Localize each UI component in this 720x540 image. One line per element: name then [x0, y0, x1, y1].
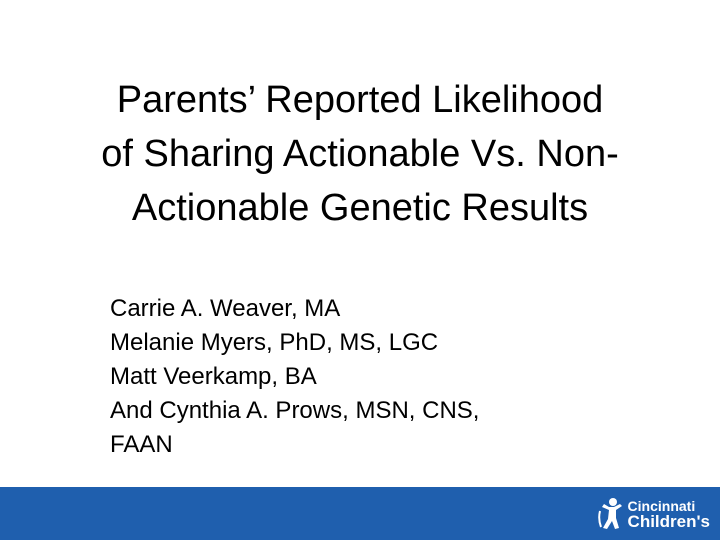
author-line-2: Melanie Myers, PhD, MS, LGC	[110, 329, 439, 356]
author-line-3: Matt Veerkamp, BA	[110, 363, 317, 390]
author-line-5: FAAN	[110, 431, 173, 458]
author-line-4: And Cynthia A. Prows, MSN, CNS,	[110, 397, 480, 424]
footer-bar	[0, 487, 720, 540]
title-line-3: Actionable Genetic Results	[131, 187, 589, 229]
logo-line-1: Cincinnati	[627, 498, 696, 514]
title-line-1: Parents’ Reported Likelihood	[116, 79, 604, 121]
logo-line-2: Children's	[627, 512, 710, 531]
slide-title	[40, 73, 680, 235]
logo-wordmark	[628, 498, 710, 530]
author-line-1: Carrie A. Weaver, MA	[110, 295, 341, 322]
author-list	[110, 292, 479, 462]
title-line-2: of Sharing Actionable Vs. Non-	[101, 133, 619, 175]
child-figure-icon	[598, 497, 624, 531]
cincinnati-childrens-logo	[598, 496, 710, 532]
